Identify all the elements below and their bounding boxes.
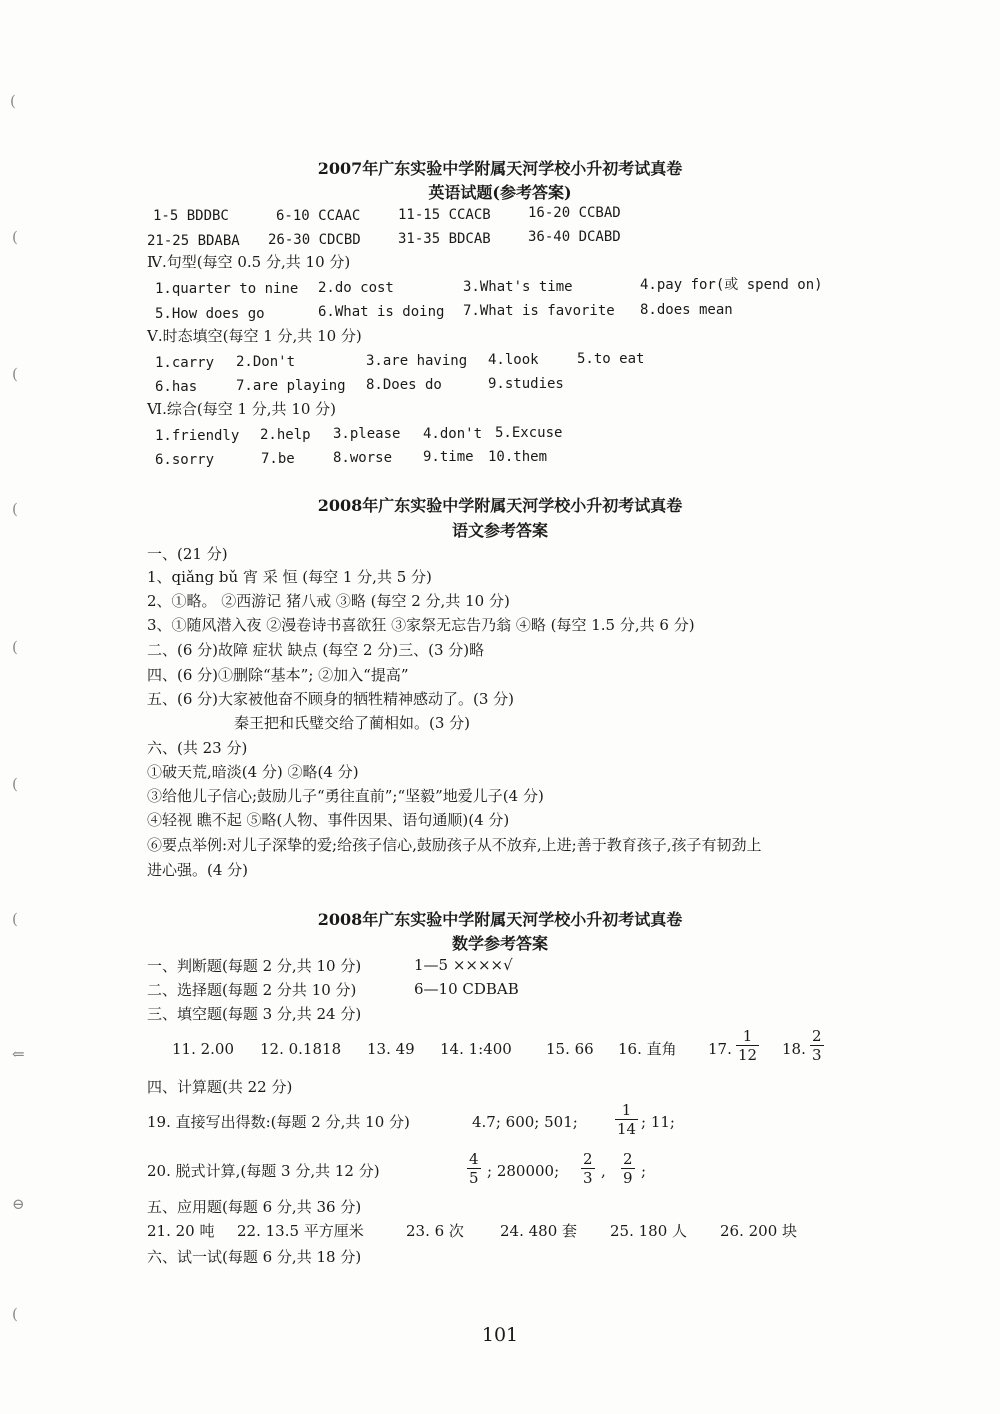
fraction-20c — [621, 1150, 635, 1187]
fraction-20b — [581, 1150, 595, 1187]
question-19-answers: 4.7; 600; 501; — [472, 1113, 578, 1131]
fraction-denominator: 5 — [469, 1169, 479, 1187]
english-title: 2007年广东实验中学附属天河学校小升初考试真卷 — [317, 159, 683, 178]
math-heading: 五、应用题(每题 6 分,共 36 分) — [147, 1198, 362, 1216]
answer-item: 8.worse — [333, 450, 393, 466]
answer-item: 6.sorry — [155, 452, 215, 468]
section-heading: Ⅵ.综合(每空 1 分,共 10 分) — [147, 400, 337, 418]
math-answer: 6—10 CDBAB — [414, 980, 519, 998]
answer-item: 8.does mean — [640, 302, 733, 318]
binding-edge — [0, 0, 28, 1414]
math-heading: 六、试一试(每题 6 分,共 18 分) — [147, 1248, 362, 1266]
fraction-numerator: 1 — [736, 1027, 759, 1046]
chinese-line: ①破天荒,暗淡(4 分) ②略(4 分) — [147, 763, 359, 781]
answer-item: 2.help — [260, 427, 311, 443]
binding-mark: ( — [12, 365, 18, 383]
binding-mark: ⊖ — [12, 1195, 25, 1213]
chinese-line: 1、qiǎng bǔ 宵 采 恒 (每空 1 分,共 5 分) — [147, 568, 432, 586]
app-answer: 24. 480 套 — [500, 1222, 578, 1240]
fraction-19 — [615, 1101, 638, 1138]
binding-mark: ( — [12, 910, 18, 928]
chinese-line: 二、(6 分)故障 症状 缺点 (每空 2 分)三、(3 分)略 — [147, 641, 485, 659]
chinese-subtitle: 语文参考答案 — [451, 521, 548, 540]
mc-answer: 26-30 CDCBD — [268, 232, 361, 248]
app-answer: 25. 180 人 — [610, 1222, 688, 1240]
section-heading: Ⅳ.句型(每空 0.5 分,共 10 分) — [147, 253, 351, 271]
fraction-denominator: 12 — [738, 1046, 758, 1064]
math-subtitle: 数学参考答案 — [451, 934, 548, 953]
answer-item: 3.What's time — [463, 279, 573, 295]
question-19-tail: ; 11; — [641, 1113, 675, 1131]
math-heading: 二、选择题(每题 2 分共 10 分) — [147, 981, 357, 999]
fraction-numerator: 1 — [615, 1101, 638, 1120]
answer-item: 7.be — [261, 451, 295, 467]
fill-answer: 11. 2.00 — [172, 1040, 235, 1058]
answer-item: 9.studies — [488, 376, 564, 392]
app-answer: 26. 200 块 — [720, 1222, 798, 1240]
mc-answer: 16-20 CCBAD — [528, 205, 621, 221]
chinese-line: 四、(6 分)①删除“基本”; ②加入“提高” — [147, 666, 409, 684]
app-answer: 22. 13.5 平方厘米 — [237, 1222, 364, 1240]
fraction-denominator: 9 — [623, 1169, 633, 1187]
answer-item: 3.please — [333, 426, 401, 442]
fraction-numerator: 2 — [623, 1150, 633, 1168]
app-answer: 23. 6 次 — [406, 1222, 464, 1240]
fill-answer: 17. — [708, 1040, 732, 1058]
math-answer: 1—5 ××××√ — [414, 956, 513, 974]
math-heading: 三、填空题(每题 3 分,共 24 分) — [147, 1005, 362, 1023]
question-19-label: 19. 直接写出得数:(每题 2 分,共 10 分) — [147, 1113, 410, 1131]
fraction-20a — [467, 1150, 481, 1187]
answer-item: 6.What is doing — [318, 304, 445, 320]
mc-answer: 1-5 BDDBC — [153, 208, 229, 224]
answer-item: 7.are playing — [236, 378, 346, 394]
chinese-line: 一、(21 分) — [147, 545, 228, 563]
question-20-label: 20. 脱式计算,(每题 3 分,共 12 分) — [147, 1162, 380, 1180]
answer-item: 4.don't — [423, 426, 483, 442]
chinese-line: 六、(共 23 分) — [147, 739, 248, 757]
fraction-numerator: 4 — [469, 1150, 479, 1168]
chinese-line: 进心强。(4 分) — [147, 861, 249, 879]
english-subtitle: 英语试题(参考答案) — [428, 183, 572, 202]
answer-item: 10.them — [488, 449, 548, 465]
answer-item: 8.Does do — [366, 377, 442, 393]
math-title: 2008年广东实验中学附属天河学校小升初考试真卷 — [317, 910, 683, 929]
fill-answer: 12. 0.1818 — [260, 1040, 342, 1058]
chinese-line: 秦王把和氏璧交给了蔺相如。(3 分) — [234, 714, 471, 732]
fraction-numerator: 2 — [583, 1150, 593, 1168]
fraction-numerator: 2 — [812, 1027, 822, 1045]
answer-item: 1.carry — [155, 355, 215, 371]
fraction-denominator: 3 — [812, 1046, 822, 1064]
chinese-line: 五、(6 分)大家被他奋不顾身的牺牲精神感动了。(3 分) — [147, 690, 515, 708]
answer-item: 6.has — [155, 379, 198, 395]
answer-item: 1.friendly — [155, 428, 240, 444]
fill-answer: 15. 66 — [546, 1040, 594, 1058]
mc-answer: 11-15 CCACB — [398, 207, 491, 223]
answer-item: 2.do cost — [318, 280, 394, 296]
answer-item: 1.quarter to nine — [155, 281, 299, 297]
mc-answer: 36-40 DCABD — [528, 229, 621, 245]
answer-item: 9.time — [423, 449, 474, 465]
answer-item: 2.Don't — [236, 354, 296, 370]
separator: , — [601, 1162, 606, 1180]
section-heading: Ⅴ.时态填空(每空 1 分,共 10 分) — [147, 327, 362, 345]
fill-answer: 14. 1:400 — [440, 1040, 512, 1058]
fill-answer: 13. 49 — [367, 1040, 415, 1058]
fraction-17 — [736, 1027, 759, 1064]
answer-item: 3.are having — [366, 353, 468, 369]
chinese-line: 3、①随风潜入夜 ②漫卷诗书喜欲狂 ③家祭无忘告乃翁 ④略 (每空 1.5 分,共 6 分) — [147, 616, 695, 634]
app-answer: 21. 20 吨 — [147, 1222, 215, 1240]
chinese-line: ⑥要点举例:对儿子深挚的爱;给孩子信心,鼓励孩子从不放弃,上进;善于教育孩子,孩子有韧劲上 — [147, 836, 762, 854]
fraction-denominator: 3 — [583, 1169, 593, 1187]
answer-item: 4.pay for(或 spend on) — [640, 277, 823, 293]
fill-answer: 18. — [782, 1040, 806, 1058]
binding-mark: ( — [12, 775, 18, 793]
answer-item: 5.How does go — [155, 306, 265, 322]
mc-answer: 21-25 BDABA — [147, 233, 240, 249]
binding-mark: ( — [12, 500, 18, 518]
binding-mark: ( — [12, 1305, 18, 1323]
separator: ; — [641, 1162, 647, 1180]
binding-mark: ( — [12, 638, 18, 656]
math-heading: 一、判断题(每题 2 分,共 10 分) — [147, 957, 362, 975]
page-number: 101 — [481, 1324, 519, 1346]
mc-answer: 31-35 BDCAB — [398, 231, 491, 247]
binding-mark: ( — [12, 228, 18, 246]
mc-answer: 6-10 CCAAC — [276, 208, 361, 224]
answer-item: 7.What is favorite — [463, 303, 615, 319]
binding-mark: ⇐ — [12, 1045, 25, 1063]
binding-mark: ( — [10, 92, 16, 110]
math-heading: 四、计算题(共 22 分) — [147, 1078, 293, 1096]
answer-item: 4.look — [488, 352, 539, 368]
answer-item: 5.to eat — [577, 351, 645, 367]
fraction-denominator: 14 — [617, 1120, 637, 1138]
chinese-line: ④轻视 瞧不起 ⑤略(人物、事件因果、语句通顺)(4 分) — [147, 811, 510, 829]
fraction-18 — [810, 1027, 824, 1064]
chinese-line: 2、①略。 ②西游记 猪八戒 ③略 (每空 2 分,共 10 分) — [147, 592, 510, 610]
question-20-mid: ; 280000; — [487, 1162, 560, 1180]
chinese-line: ③给他儿子信心;鼓励儿子“勇往直前”;“坚毅”地爱儿子(4 分) — [147, 787, 544, 805]
fill-answer: 16. 直角 — [618, 1040, 677, 1058]
answer-item: 5.Excuse — [495, 425, 563, 441]
chinese-title: 2008年广东实验中学附属天河学校小升初考试真卷 — [317, 496, 683, 515]
